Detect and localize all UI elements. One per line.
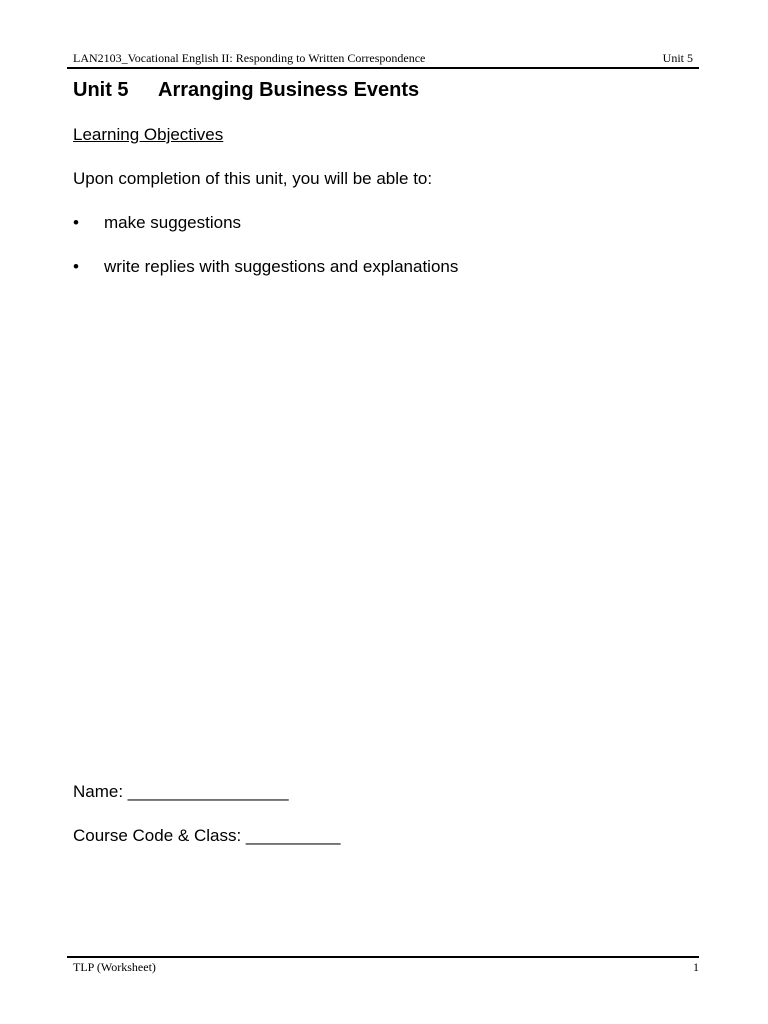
list-item [73, 213, 241, 233]
page-header [67, 50, 699, 69]
list-item-text: make suggestions [104, 213, 242, 232]
footer-label: TLP (Worksheet) [73, 960, 156, 974]
unit-name: Arranging Business Events [158, 79, 420, 101]
page-title [73, 79, 419, 102]
list-item [73, 257, 458, 277]
page-footer [67, 956, 699, 978]
name-field: Name: _________________ [73, 782, 289, 801]
page-number: 1 [693, 960, 699, 974]
objectives-heading: Learning Objectives [73, 125, 224, 144]
list-item-text: write replies with suggestions and explanations [104, 257, 459, 276]
bullet-icon: • [73, 257, 79, 276]
header-course-title: LAN2103_Vocational English II: Responding to Written Correspondence [73, 51, 426, 65]
objectives-intro: Upon completion of this unit, you will be able to: [73, 169, 433, 188]
course-class-field: Course Code & Class: __________ [73, 826, 341, 845]
header-unit-ref: Unit 5 [662, 51, 693, 65]
bullet-icon: • [73, 213, 79, 232]
unit-number: Unit 5 [73, 79, 129, 101]
